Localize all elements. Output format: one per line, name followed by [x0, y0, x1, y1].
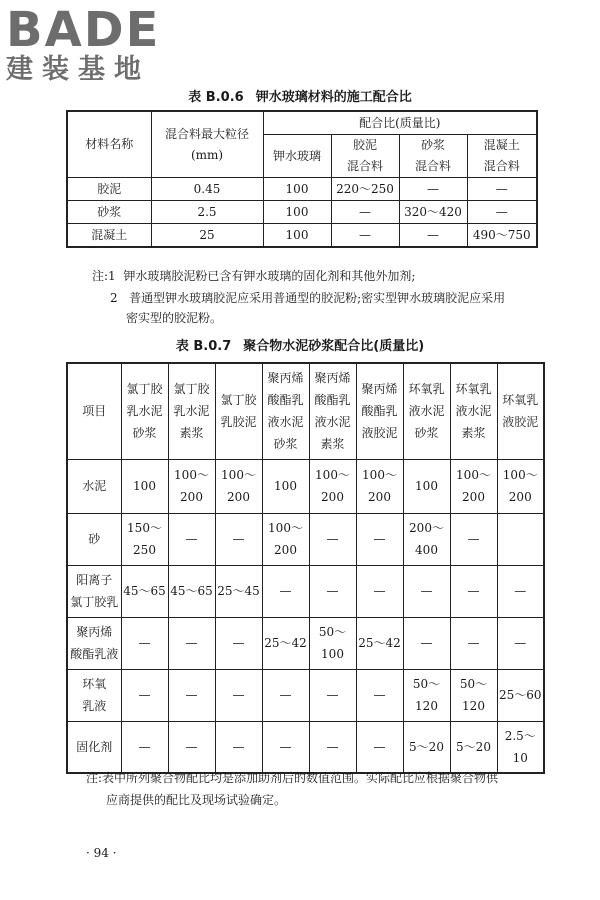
note2-line2: 应商提供的配比及现场试验确定。 [106, 793, 287, 807]
table-cell: — [215, 617, 262, 669]
table-cell: 150～ 250 [121, 513, 168, 565]
table-cell: — [403, 565, 450, 617]
table-header-cell: 环氧乳 液水泥 素浆 [450, 363, 497, 459]
table-cell: — [168, 513, 215, 565]
table-cell: 320～420 [399, 201, 467, 224]
note1-item1: 注:1 钾水玻璃胶泥粉已含有钾水玻璃的固化剂和其他外加剂; [92, 269, 416, 283]
table-cell: 220～250 [331, 178, 399, 201]
table-cell: 2.5 [151, 201, 263, 224]
table-cell: 100～ 200 [497, 459, 544, 513]
table-cell: — [168, 721, 215, 773]
table-cell: 砂浆 [67, 201, 151, 224]
table-cell: 200～ 400 [403, 513, 450, 565]
table-cell: 490～750 [467, 224, 537, 248]
table-cell: — [497, 617, 544, 669]
table-cell: — [309, 669, 356, 721]
table-cell: — [356, 513, 403, 565]
table-cell: 50～ 120 [403, 669, 450, 721]
table-cell: — [309, 513, 356, 565]
table-row [67, 224, 537, 248]
table-cell: — [399, 178, 467, 201]
table-cell: 100 [263, 201, 331, 224]
table-cell: 100 [403, 459, 450, 513]
table-header-cell: 聚丙烯 酸酯乳 液水泥 砂浆 [262, 363, 309, 459]
row-label-cell: 砂 [67, 513, 121, 565]
table-cell: 100 [262, 459, 309, 513]
table-cell: — [262, 565, 309, 617]
t1-header-c3: 砂浆 混合料 [399, 135, 467, 178]
table-cell: — [356, 721, 403, 773]
row-label-cell: 水泥 [67, 459, 121, 513]
table-cell: 45～65 [168, 565, 215, 617]
table-cell: — [331, 224, 399, 248]
table-cell: — [121, 617, 168, 669]
note2-line1: 注:表中所列聚合物配比均是添加助剂后的数值范围。实际配比应根据聚合物供 [86, 771, 499, 785]
table2 [66, 362, 545, 774]
table-row [67, 201, 537, 224]
table-header-cell: 氯丁胶 乳水泥 素浆 [168, 363, 215, 459]
table-cell: 100～ 200 [450, 459, 497, 513]
table-cell: — [309, 721, 356, 773]
table-cell: 100～ 200 [215, 459, 262, 513]
table-cell: — [497, 565, 544, 617]
table-header-cell: 氯丁胶 乳水泥 砂浆 [121, 363, 168, 459]
row-label-cell: 固化剂 [67, 721, 121, 773]
table-cell: — [309, 565, 356, 617]
t1-header-name: 材料名称 [67, 111, 151, 178]
table-cell: — [331, 201, 399, 224]
table2-number: 表 B.0.7 [175, 339, 232, 354]
table-cell: 胶泥 [67, 178, 151, 201]
table-cell: 100 [263, 178, 331, 201]
table-cell: — [450, 565, 497, 617]
table-header-cell: 聚丙烯 酸酯乳 液水泥 素浆 [309, 363, 356, 459]
table-cell: 25 [151, 224, 263, 248]
table-cell: — [467, 178, 537, 201]
table-row [67, 721, 544, 773]
table1-title: 钾水玻璃材料的施工配合比 [255, 90, 412, 105]
table-cell: 100～ 200 [309, 459, 356, 513]
logo-brand: BADE [6, 2, 161, 58]
table-cell: 混凝土 [67, 224, 151, 248]
table-row [67, 178, 537, 201]
table-row [67, 565, 544, 617]
table-cell [497, 513, 544, 565]
table-cell: 100 [121, 459, 168, 513]
table-cell: 5～20 [450, 721, 497, 773]
table-cell: — [215, 513, 262, 565]
table-cell: 5～20 [403, 721, 450, 773]
table-cell: 25～42 [262, 617, 309, 669]
table-cell: 25～60 [497, 669, 544, 721]
table-cell: — [168, 669, 215, 721]
row-label-cell: 环氧 乳液 [67, 669, 121, 721]
table-cell: — [356, 669, 403, 721]
table-header-cell: 项目 [67, 363, 121, 459]
t1-header-ratio: 配合比(质量比) [263, 111, 537, 135]
table-cell: — [121, 721, 168, 773]
table-cell: — [121, 669, 168, 721]
table1 [66, 110, 538, 248]
table-cell: 0.45 [151, 178, 263, 201]
table-cell: — [168, 617, 215, 669]
table-header-cell: 氯丁胶 乳胶泥 [215, 363, 262, 459]
table-cell: 100～ 200 [356, 459, 403, 513]
table-cell: 25～45 [215, 565, 262, 617]
table-cell: 2.5～ 10 [497, 721, 544, 773]
table-cell: 100 [263, 224, 331, 248]
table1-caption [0, 86, 600, 105]
table1-number: 表 B.0.6 [188, 90, 244, 105]
t1-header-c1: 钾水玻璃 [263, 135, 331, 178]
logo-subtitle: 建装基地 [6, 54, 150, 85]
table-cell: — [215, 669, 262, 721]
page-number: · 94 · [86, 846, 117, 860]
table2-title: 聚合物水泥砂浆配合比(质量比) [243, 339, 425, 354]
table-cell: — [450, 617, 497, 669]
table-cell: 25～42 [356, 617, 403, 669]
table-cell: — [450, 513, 497, 565]
table-cell: — [399, 224, 467, 248]
table-cell: — [262, 669, 309, 721]
table-cell: 45～65 [121, 565, 168, 617]
row-label-cell: 聚丙烯 酸酯乳液 [67, 617, 121, 669]
table-header-cell: 环氧乳 液胶泥 [497, 363, 544, 459]
t1-header-size: 混合料最大粒径 (mm) [151, 111, 263, 178]
table-cell: 50～120 [450, 669, 497, 721]
table-row [67, 459, 544, 513]
table-cell: — [467, 201, 537, 224]
table-cell: — [403, 617, 450, 669]
table-header-cell: 聚丙烯 酸酯乳 液胶泥 [356, 363, 403, 459]
table-cell: 100～ 200 [168, 459, 215, 513]
table-row [67, 617, 544, 669]
t1-header-c4: 混凝土 混合料 [467, 135, 537, 178]
table-row [67, 513, 544, 565]
table-cell: 50～ 100 [309, 617, 356, 669]
note1-item2-cont: 密实型的胶泥粉。 [126, 311, 223, 325]
table-row [67, 669, 544, 721]
row-label-cell: 阳离子 氯丁胶乳 [67, 565, 121, 617]
table-cell: — [356, 565, 403, 617]
logo [6, 4, 181, 90]
table2-caption [0, 335, 600, 354]
table-cell: 100～ 200 [262, 513, 309, 565]
table-header-row [67, 363, 544, 459]
t1-header-c2: 胶泥 混合料 [331, 135, 399, 178]
table-cell: — [215, 721, 262, 773]
table-cell: — [262, 721, 309, 773]
note1-item2: 2 普通型钾水玻璃胶泥应采用普通型的胶泥粉;密实型钾水玻璃胶泥应采用 [110, 291, 506, 305]
table-header-cell: 环氧乳 液水泥 砂浆 [403, 363, 450, 459]
